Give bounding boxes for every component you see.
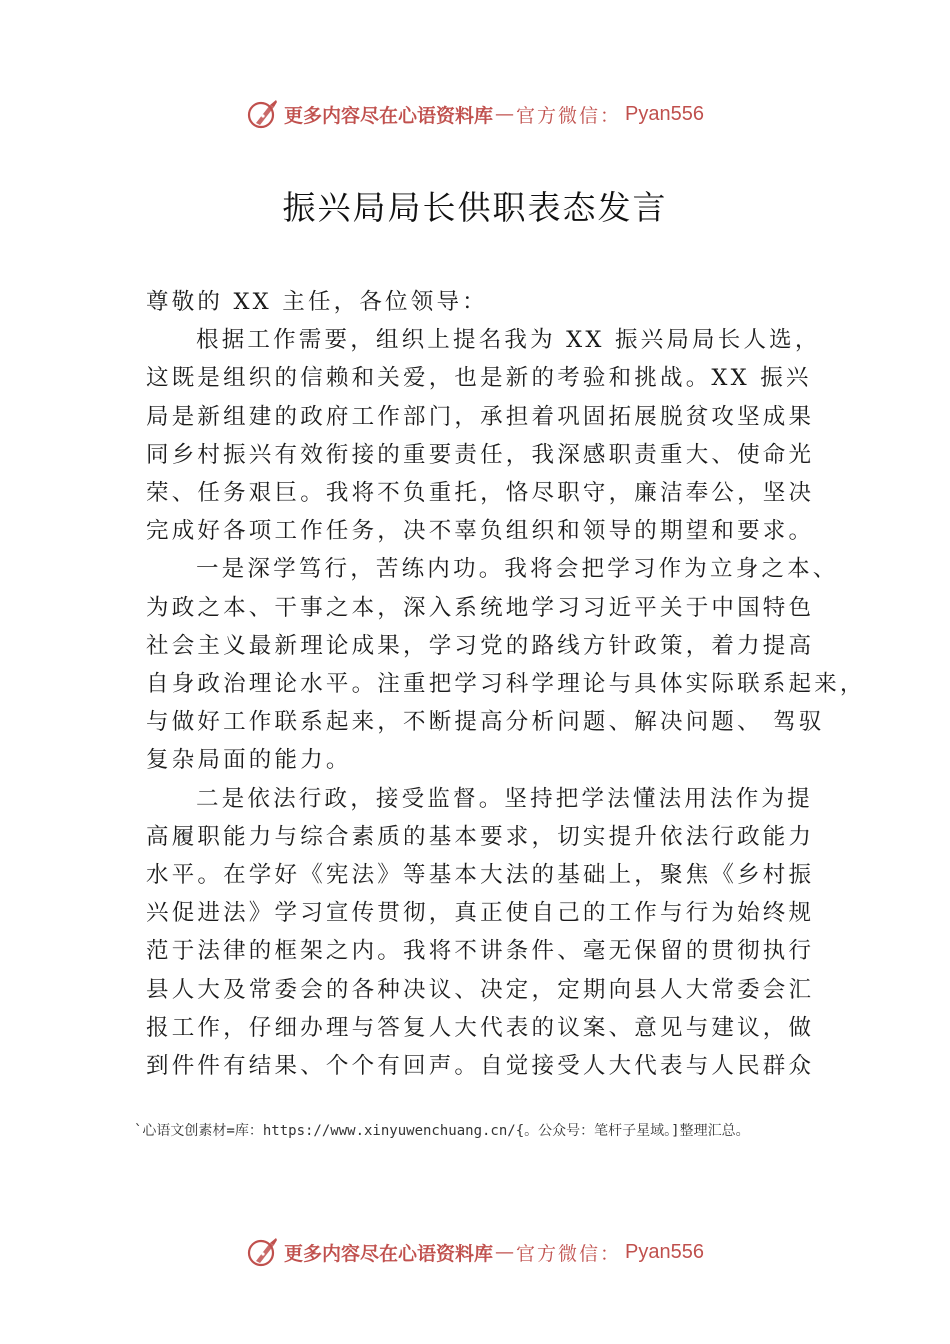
body-line: 水平。在学好《宪法》等基本大法的基础上，聚焦《乡村振 — [146, 862, 815, 888]
brand-name: 更多内容尽在心语资料库 — [284, 104, 494, 127]
body-line: 自身政治理论水平。注重把学习科学理论与具体实际联系起来， — [146, 671, 866, 697]
document-title: 振兴局局长供职表态发言 — [282, 188, 668, 227]
body-line: 二是依法行政，接受监督。坚持把学法懂法用法作为提 — [196, 785, 813, 812]
body-line: 到件件有结果、个个有回声。自觉接受人大代表与人民群众 — [146, 1053, 815, 1079]
official-wechat-label: 官方微信： — [516, 104, 622, 127]
body-line: 县人大及常委会的各种决议、决定，定期向县人大常委会汇 — [146, 976, 815, 1003]
footer-banner — [0, 1232, 950, 1272]
body-line: 复杂局面的能力。 — [146, 747, 352, 774]
body-line: 尊敬的 XX 主任，各位领导： — [146, 289, 488, 315]
banner-dash: — — [495, 1241, 515, 1263]
body-line: 高履职能力与综合素质的基本要求，切实提升依法行政能力 — [146, 823, 815, 850]
wechat-id: Pyan556 — [625, 1240, 704, 1263]
body-line: 与做好工作联系起来，不断提高分析问题、解决问题、 驾驭 — [146, 709, 825, 736]
body-line: 根据工作需要，组织上提名我为 XX 振兴局局长人选， — [196, 327, 821, 354]
body-line: 荣、任务艰巨。我将不负重托，恪尽职守，廉洁奉公，坚决 — [146, 480, 815, 506]
official-wechat-label: 官方微信： — [516, 1242, 622, 1265]
banner-dash: — — [495, 103, 515, 125]
body-line: 社会主义最新理论成果，学习党的路线方针政策，着力提高 — [146, 632, 815, 659]
body-line: 为政之本、干事之本，深入系统地学习习近平关于中国特色 — [146, 594, 815, 621]
pen-nib-logo-icon — [246, 1235, 280, 1269]
pen-nib-logo-icon — [246, 97, 280, 131]
body-line: 这既是组织的信赖和关爱，也是新的考验和挑战。XX 振兴 — [146, 365, 812, 392]
body-line: 兴促进法》学习宣传贯彻，真正使自己的工作与行为始终规 — [146, 900, 815, 927]
header-banner — [0, 94, 950, 134]
source-watermark: `心语文创素材=库：https://www.xinyuwenchuang.cn/{。公众号：笔杆子星域。]整理汇总。 — [134, 1123, 750, 1139]
body-line: 同乡村振兴有效衔接的重要责任，我深感职责重大、使命光 — [146, 441, 815, 468]
body-line: 一是深学笃行，苦练内功。我将会把学习作为立身之本、 — [196, 556, 839, 583]
body-line: 完成好各项工作任务，决不辜负组织和领导的期望和要求。 — [146, 518, 815, 545]
wechat-id: Pyan556 — [625, 102, 704, 125]
body-line: 范于法律的框架之内。我将不讲条件、毫无保留的贯彻执行 — [146, 938, 815, 965]
body-line: 局是新组建的政府工作部门，承担着巩固拓展脱贫攻坚成果 — [146, 403, 815, 430]
body-line: 报工作，仔细办理与答复人大代表的议案、意见与建议，做 — [146, 1014, 815, 1041]
brand-name: 更多内容尽在心语资料库 — [284, 1242, 494, 1265]
